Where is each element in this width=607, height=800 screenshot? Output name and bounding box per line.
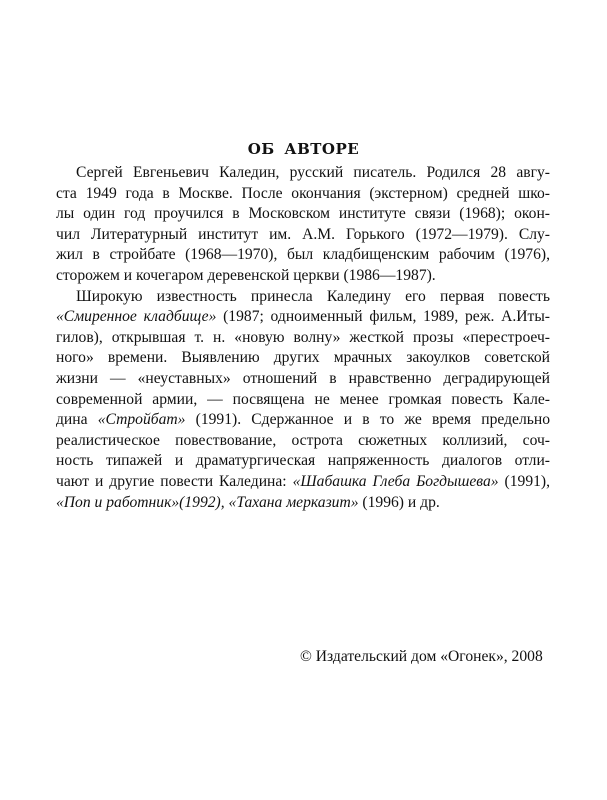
text-line: лы один год проучился в Московском институте связи (1968); окон-: [56, 205, 550, 223]
paragraph-works: [56, 287, 550, 514]
text-line: [56, 493, 550, 514]
text-line: жизни — «неуставных» отношений в нравственно деградирующей: [56, 369, 550, 387]
text-line: реалистическое повествование, острота сюжетных коллизий, соч-: [56, 431, 550, 449]
book-title: «Поп и работник»(1992),: [56, 493, 225, 511]
paragraph-biography: [56, 163, 550, 287]
book-title: «Смиренное кладбище»: [56, 308, 217, 326]
text-line: жил в стройбате (1968—1970), был кладбищенским рабочим (1976),: [56, 246, 550, 264]
text-fragment: дина: [56, 411, 98, 429]
text-line: гилов), открывшая т. н. «новую волну» жесткой прозы «перестроеч-: [56, 328, 550, 346]
text-line: [56, 307, 550, 328]
text-line: ста 1949 года в Москве. После окончания (экстерном) средней шко-: [56, 184, 550, 202]
copyright-notice: © Издательский дом «Огонек», 2008: [300, 648, 543, 665]
text-line: [56, 472, 550, 493]
text-fragment: чают и другие повести Каледина:: [56, 472, 293, 490]
text-line: Широкую известность принесла Каледину его первая повесть: [76, 287, 550, 305]
text-fragment: (1996) и др.: [358, 493, 440, 511]
page-title: ОБ АВТОРЕ: [247, 140, 360, 158]
text-line: ность типажей и драматургическая напряженность диалогов отли-: [56, 452, 550, 470]
text-line: ного» времени. Выявлению других мрачных закоулков советской: [56, 349, 550, 367]
book-title: «Стройбат»: [97, 411, 186, 429]
text-line: сторожем и кочегаром деревенской церкви (1986—1987).: [56, 266, 436, 284]
about-author-text: [56, 163, 550, 513]
book-title: «Тахана мерказит»: [228, 493, 359, 511]
text-fragment: (1987; одноименный фильм, 1989, реж. А.Иты-: [216, 308, 550, 326]
text-fragment: (1991). Сдержанное и в то же время предельно: [185, 411, 550, 429]
text-fragment: (1991),: [498, 472, 551, 490]
text-line: Сергей Евгеньевич Каледин, русский писатель. Родился 28 авгу-: [76, 164, 550, 181]
text-line: современной армии, — посвящена не менее громкая повесть Кале-: [56, 390, 550, 408]
book-title: «Шабашка Глеба Богдышева»: [292, 472, 499, 490]
text-line: чил Литературный институт им. А.М. Горького (1972—1979). Слу-: [56, 225, 550, 243]
text-line: [56, 410, 550, 431]
